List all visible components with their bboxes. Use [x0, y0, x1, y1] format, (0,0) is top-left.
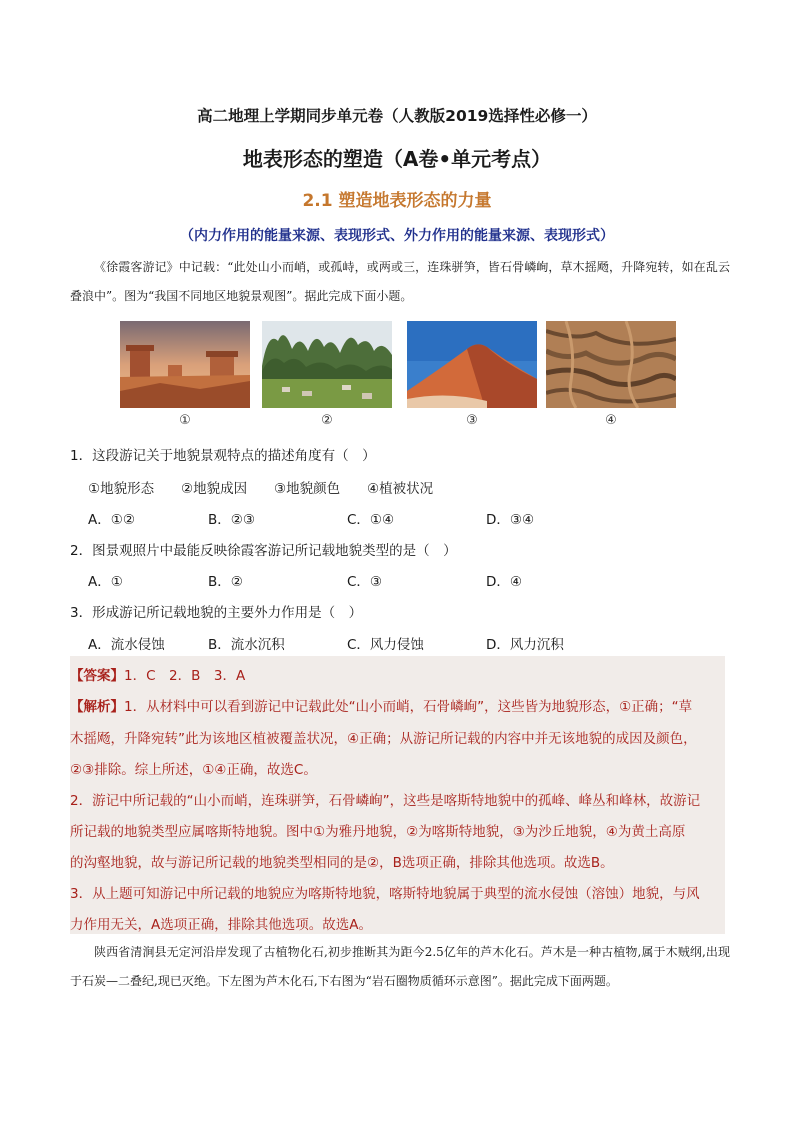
question-3-stem: 3．形成游记所记载地貌的主要外力作用是（ ） [70, 605, 363, 621]
q1-item-1: ①地貌形态 [88, 481, 155, 497]
analysis-line-7: 3．从上题可知游记中所记载的地貌应为喀斯特地貌，喀斯特地貌属于典型的流水侵蚀（溶蚀）地貌，与风 [70, 886, 700, 902]
photo-loess-gully [546, 321, 676, 408]
analysis-line-4: 2．游记中所记载的“山小而峭，连珠骈笋，石骨嶙峋”，这些是喀斯特地貌中的孤峰、峰丛和峰林，故游记 [70, 793, 701, 809]
photo-label-2: ② [321, 413, 333, 428]
q3-option-d: D．风力沉积 [486, 637, 564, 653]
question-1-stem: 1．这段游记关于地貌景观特点的描述角度有（ ） [70, 448, 376, 464]
q1-option-a: A．①② [88, 512, 135, 528]
q1-option-d: D．③④ [486, 512, 535, 528]
q2-option-c: C．③ [347, 574, 383, 590]
q1-option-b: B．②③ [208, 512, 255, 528]
analysis-line-8: 力作用无关，A选项正确，排除其他选项。故选A。 [70, 917, 372, 933]
analysis-line-6: 的沟壑地貌，故与游记所记载的地貌类型相同的是②，B选项正确，排除其他选项。故选B。 [70, 855, 614, 871]
analysis-label: 【解析】 [70, 699, 124, 715]
landform-photo-strip [120, 321, 676, 431]
photo-karst [262, 321, 392, 408]
analysis-line-3: ②③排除。综上所述，①④正确，故选C。 [70, 762, 317, 778]
answer-text: 1．C 2．B 3．A [124, 668, 246, 684]
analysis-line-1 [70, 695, 725, 715]
q1-item-2: ②地貌成因 [181, 481, 248, 497]
q2-option-a: A．① [88, 574, 123, 590]
answer-label: 【答案】 [70, 668, 124, 684]
q2-option-d: D．④ [486, 574, 522, 590]
q3-option-c: C．风力侵蚀 [347, 637, 424, 653]
unit-title: 地表形态的塑造（A卷•单元考点） [242, 147, 552, 171]
analysis-line-2: 木摇飏，升降宛转”此为该地区植被覆盖状况，④正确；从游记所记载的内容中并无该地貌的成因及颜色， [70, 731, 697, 747]
passage-intro: 《徐霞客游记》中记载：“此处山小而峭，或孤峙，或两或三，连珠骈笋，皆石骨嶙峋，草木摇飏，升降宛转，如在乱云叠浪中”。图为“我国不同地区地貌景观图”。据此完成下面小题。 [70, 260, 730, 303]
passage-fossil: 陕西省清涧县无定河沿岸发现了古植物化石,初步推断其为距今2.5亿年的芦木化石。芦木是一种古植物,属于木贼纲,出现于石炭—二叠纪,现已灭绝。下左图为芦木化石,下右图为“岩石圈物质循环示意图”。据此完成下面两题。 [70, 945, 730, 988]
series-title: 高二地理上学期同步单元卷（人教版2019选择性必修一） [197, 107, 597, 125]
answer-line [70, 664, 725, 684]
photo-label-4: ④ [605, 413, 617, 428]
topic-subtitle: （内力作用的能量来源、表现形式、外力作用的能量来源、表现形式） [180, 228, 614, 244]
photo-label-1: ① [179, 413, 191, 428]
q3-option-b: B．流水沉积 [208, 637, 285, 653]
photo-sand-dune [407, 321, 537, 408]
q1-item-4: ④植被状况 [367, 481, 434, 497]
analysis-line-5: 所记载的地貌类型应属喀斯特地貌。图中①为雅丹地貌，②为喀斯特地貌，③为沙丘地貌，④为黄土高原 [70, 824, 686, 840]
photo-yardang [120, 321, 250, 408]
q1-option-c: C．①④ [347, 512, 395, 528]
q3-option-a: A．流水侵蚀 [88, 637, 165, 653]
q1-item-3: ③地貌颜色 [274, 481, 341, 497]
section-title: 2.1 塑造地表形态的力量 [302, 191, 492, 211]
photo-label-3: ③ [466, 413, 478, 428]
q2-option-b: B．② [208, 574, 243, 590]
analysis-text-1: 1．从材料中可以看到游记中记载此处“山小而峭，石骨嶙峋”，这些皆为地貌形态，①正确；“草 [124, 699, 693, 715]
question-2-stem: 2．图景观照片中最能反映徐霞客游记所记载地貌类型的是（ ） [70, 543, 457, 559]
